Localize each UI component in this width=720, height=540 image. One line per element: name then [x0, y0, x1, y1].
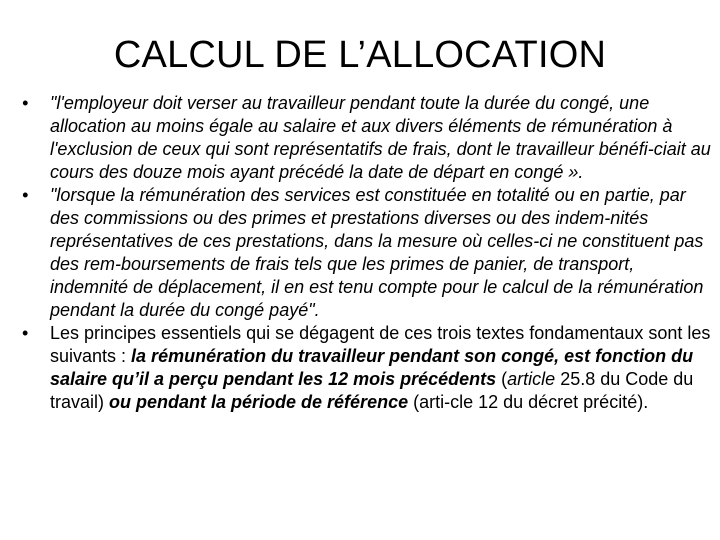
bullet-item-3 — [14, 322, 714, 414]
bullet-text-emphasis: ou pendant la période de référence — [109, 392, 409, 412]
bullet-text-italic: article — [507, 369, 556, 389]
bullet-marker: • — [22, 185, 29, 205]
bullet-item-2 — [14, 184, 714, 322]
slide-title: CALCUL DE L’ALLOCATION — [113, 34, 607, 76]
slide-body — [14, 92, 714, 414]
bullet-text-plain: (arti-cle 12 du décret précité). — [408, 392, 649, 412]
bullet-text-plain: ( — [496, 369, 508, 389]
bullet-text: "lorsque la rémunération des services est constituée en totalité ou en partie, par des commissions ou des primes et prestations diverses ou des indem-nités représentatives de ces prestations, dans la mesure où celles-ci ne constituent pas des rem-boursements de frais tels que les primes de panier, de transport, indemnité de déplacement, il en est tenu compte pour le calcul de la rémunération pendant la durée du congé payé". — [50, 185, 704, 320]
bullet-text-plain: 25.8 du Code du travail) — [50, 369, 694, 412]
bullet-text: "l'employeur doit verser au travailleur pendant toute la durée du congé, une allocation au moins égale au salaire et aux divers éléments de rémunération à l'exclusion de ceux qui sont représentatifs de frais, dont le travailleur bénéfi-ciait au cours des douze mois ayant précédé la date de départ en congé ». — [50, 93, 711, 182]
bullet-text-emphasis: la rémunération du travailleur pendant son congé, est fonction du salaire qu’il a perçu pendant les 12 mois précédents — [50, 346, 694, 389]
bullet-marker: • — [22, 93, 29, 113]
bullet-text-plain: Les principes essentiels qui se dégagent de ces trois textes fondamentaux sont les suivants : — [50, 323, 711, 366]
bullet-marker: • — [22, 323, 29, 343]
bullet-item-1 — [14, 92, 714, 184]
